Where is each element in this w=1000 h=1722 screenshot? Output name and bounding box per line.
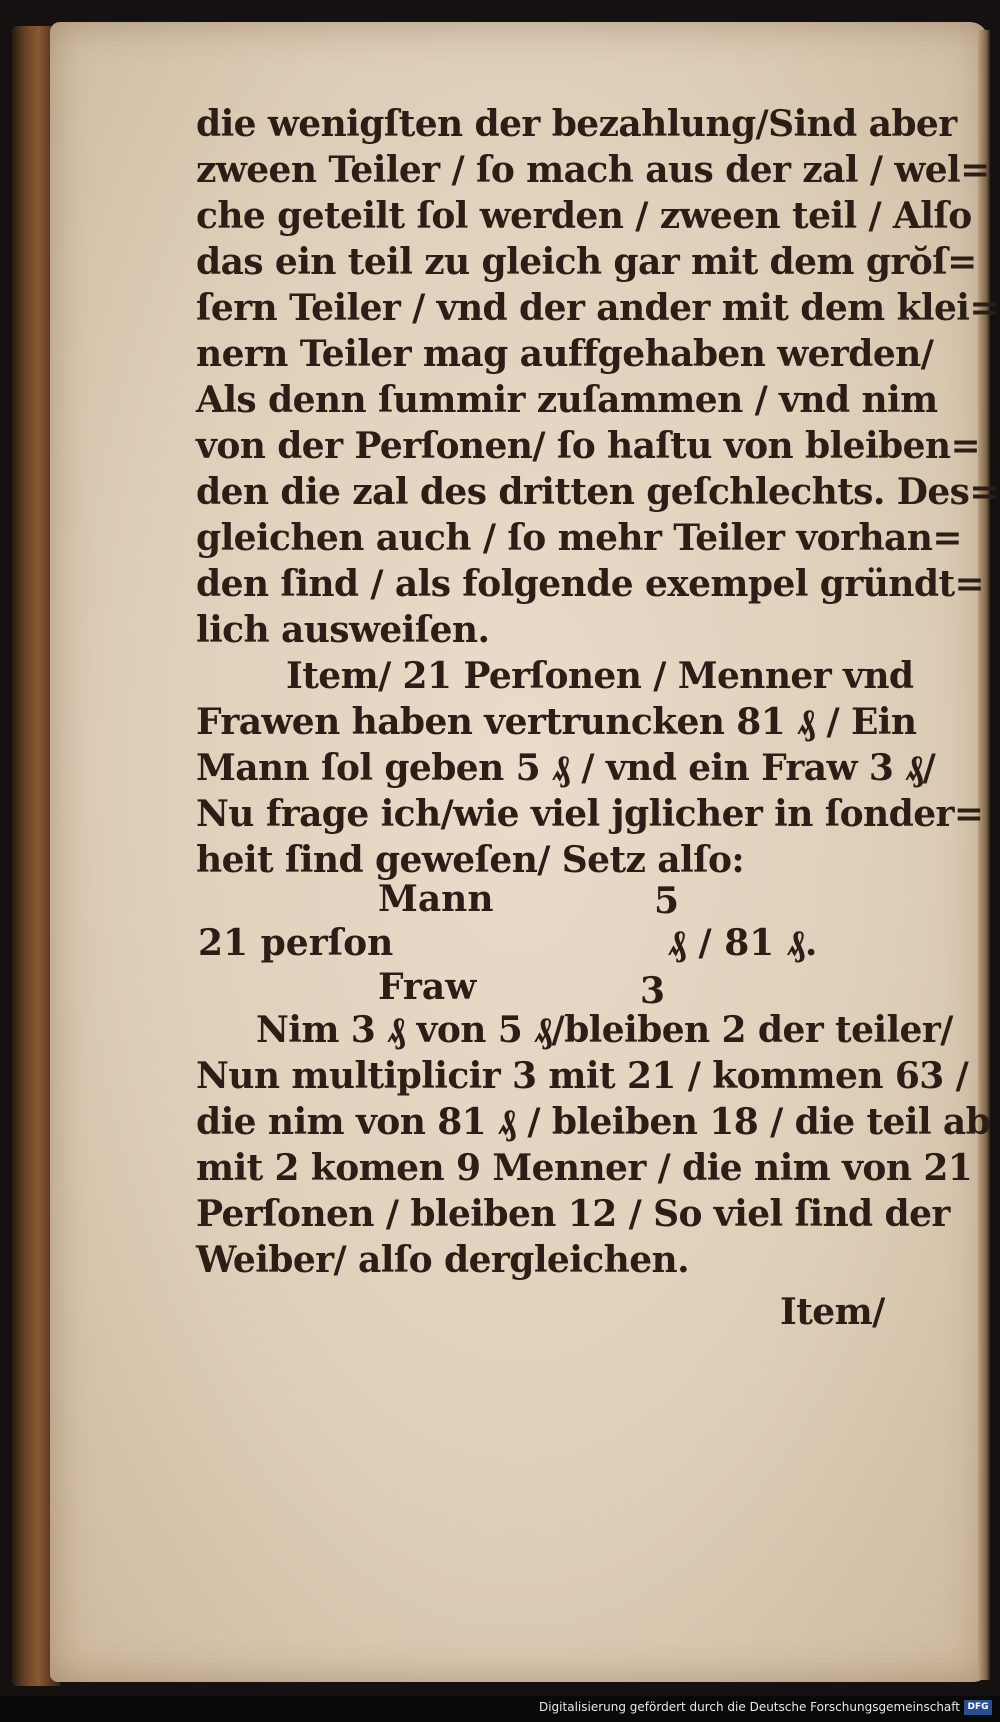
dfg-logo: DFG (964, 1700, 992, 1715)
page-edge (978, 30, 990, 1680)
text-line: zween Teiler / ſo mach aus der zal / wel= (196, 149, 990, 191)
text-line: Mann ſol geben 5 ₰ / vnd ein Fraw 3 ₰/ (196, 747, 936, 789)
table-row1-label: Mann (378, 878, 494, 920)
text-line: Nim 3 ₰ von 5 ₰/bleiben 2 der teiler/ (256, 1009, 953, 1051)
text-line: Nu frage ich/wie viel jglicher in ſonder= (196, 793, 984, 835)
text-line: mit 2 komen 9 Menner / die nim von 21 (196, 1147, 973, 1189)
text-line: von der Perſonen/ ſo haſtu von bleiben= (196, 425, 981, 467)
text-line: heit ſind geweſen/ Setz alſo: (196, 839, 745, 881)
text-line: gleichen auch / ſo mehr Teiler vorhan= (196, 517, 962, 559)
table-row2-value: 3 (640, 970, 666, 1012)
text-line: Frawen haben vertruncken 81 ₰ / Ein (196, 701, 917, 743)
table-row2-label: Fraw (378, 966, 477, 1008)
table-right-expr: ₰ / 81 ₰. (668, 922, 818, 964)
text-line: Item/ 21 Perſonen / Menner vnd (286, 655, 914, 697)
text-line: lich ausweiſen. (196, 609, 490, 651)
table-left-label: 21 perſon (198, 922, 394, 964)
text-line: die wenigſten der bezahlung/Sind aber (196, 103, 957, 145)
text-line: nern Teiler mag auffgehaben werden/ (196, 333, 934, 375)
text-line: Weiber/ alſo dergleichen. (196, 1239, 690, 1281)
text-line: ſern Teiler / vnd der ander mit dem klei= (196, 287, 999, 329)
text-line: die nim von 81 ₰ / bleiben 18 / die teil ab (196, 1101, 991, 1143)
text-line: den die zal des dritten geſchlechts. Des= (196, 471, 999, 513)
text-line: Perſonen / bleiben 12 / So viel ſind der (196, 1193, 950, 1235)
catchword: Item/ (780, 1291, 885, 1333)
footer-credit: Digitalisierung gefördert durch die Deutsche Forschungsgemeinschaft (538, 1700, 960, 1714)
text-line: Als denn ſummir zuſammen / vnd nim (196, 379, 938, 421)
text-line: Nun multiplicir 3 mit 21 / kommen 63 / (196, 1055, 969, 1097)
table-row1-value: 5 (654, 880, 680, 922)
text-line: che geteilt ſol werden / zween teil / Alſo (196, 195, 972, 237)
text-line: den ſind / als folgende exempel gründt= (196, 563, 985, 605)
text-line: das ein teil zu gleich gar mit dem grŏſ= (196, 241, 977, 283)
